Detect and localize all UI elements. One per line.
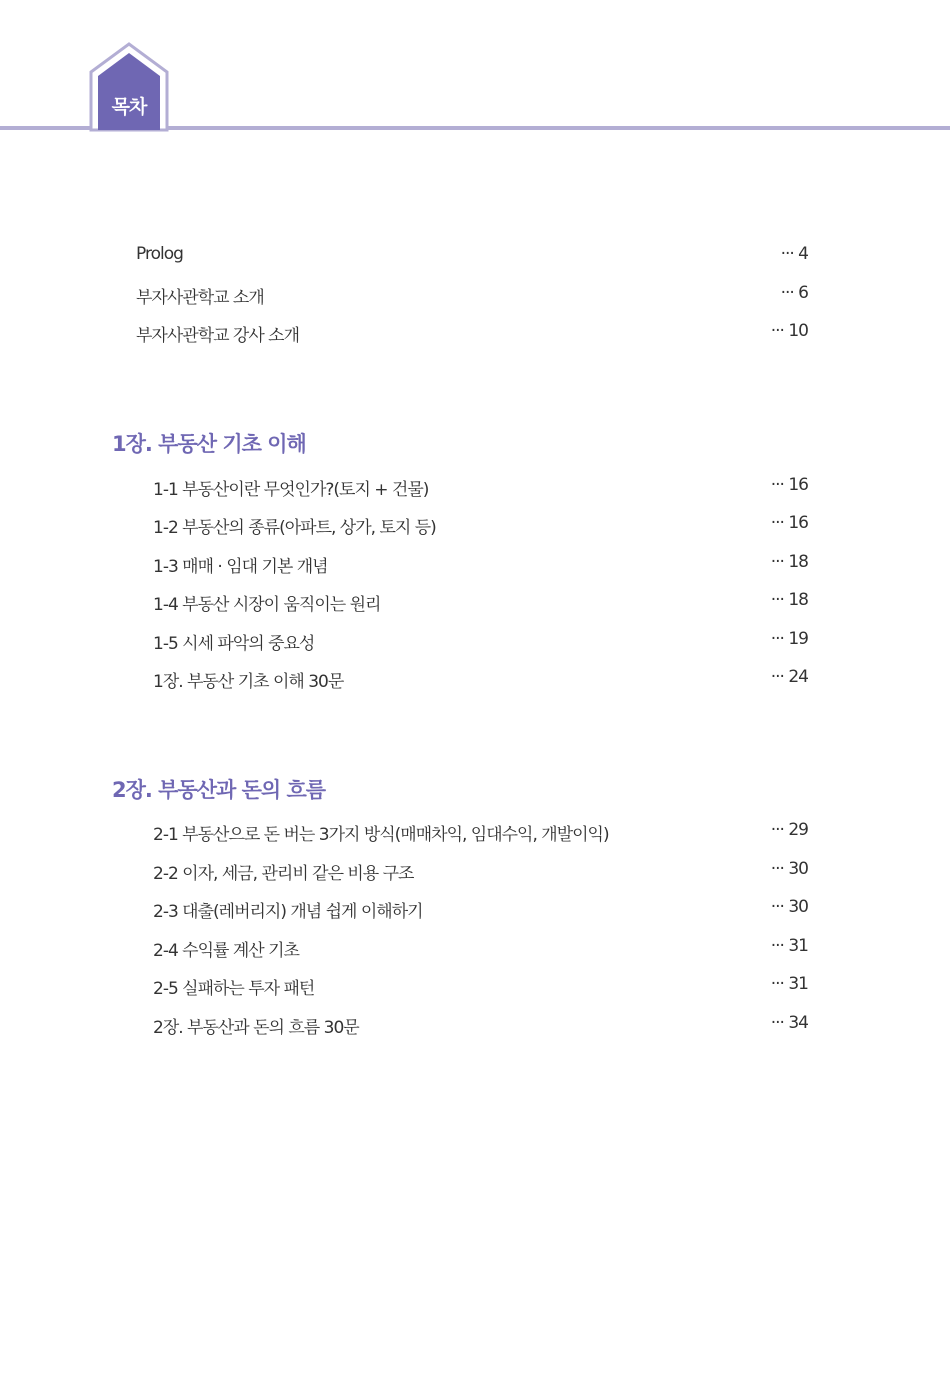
toc-entry-page: ··· 31 [770, 974, 808, 994]
toc-entry-page: ··· 16 [770, 513, 808, 533]
toc-entry-page: ··· 6 [780, 283, 808, 303]
toc-entry-title: 부자사관학교 강사 소개 [136, 326, 300, 346]
toc-entry-page: ··· 18 [770, 590, 808, 610]
toc-entry-1-4[interactable] [0, 590, 950, 616]
chapter-2-heading[interactable]: 2장. 부동산과 돈의 흐름 [112, 778, 326, 802]
toc-entry-title: Prolog [136, 244, 183, 264]
toc-entry-title: 2-1 부동산으로 돈 버는 3가지 방식(매매차익, 임대수익, 개발이익) [153, 825, 609, 845]
toc-entry-2-4[interactable] [0, 936, 950, 962]
toc-entry-1-2[interactable] [0, 513, 950, 539]
toc-entry-title: 1장. 부동산 기초 이해 30문 [153, 672, 344, 692]
toc-entry-1-3[interactable] [0, 552, 950, 578]
toc-entry-page: ··· 19 [770, 629, 808, 649]
toc-entry-page: ··· 16 [770, 475, 808, 495]
toc-entry-page: ··· 30 [770, 859, 808, 879]
toc-entry-title: 2-2 이자, 세금, 관리비 같은 비용 구조 [153, 864, 414, 884]
toc-entry-page: ··· 10 [770, 321, 808, 341]
toc-entry-prolog[interactable] [0, 244, 950, 270]
toc-entry-page: ··· 30 [770, 897, 808, 917]
toc-entry-2-5[interactable] [0, 974, 950, 1000]
toc-entry-title: 부자사관학교 소개 [136, 288, 264, 308]
toc-entry-page: ··· 24 [770, 667, 808, 687]
toc-entry-page: ··· 31 [770, 936, 808, 956]
toc-entry-school-intro[interactable] [0, 283, 950, 309]
toc-entry-page: ··· 34 [770, 1013, 808, 1033]
toc-entry-title: 2-3 대출(레버리지) 개념 쉽게 이해하기 [153, 902, 423, 922]
toc-entry-2-1[interactable] [0, 820, 950, 846]
toc-entry-title: 2-4 수익률 계산 기초 [153, 941, 299, 961]
chapter-1-heading[interactable]: 1장. 부동산 기초 이해 [112, 432, 306, 456]
toc-entry-title: 1-4 부동산 시장이 움직이는 원리 [153, 595, 381, 615]
toc-entry-title: 1-2 부동산의 종류(아파트, 상가, 토지 등) [153, 518, 436, 538]
toc-entry-page: ··· 4 [780, 244, 808, 264]
toc-entry-2-quiz[interactable] [0, 1013, 950, 1039]
toc-entry-title: 1-1 부동산이란 무엇인가?(토지 + 건물) [153, 480, 429, 500]
toc-entry-page: ··· 18 [770, 552, 808, 572]
toc-entry-1-5[interactable] [0, 629, 950, 655]
toc-entry-title: 1-5 시세 파악의 중요성 [153, 634, 315, 654]
toc-entry-1-quiz[interactable] [0, 667, 950, 693]
toc-entry-title: 2장. 부동산과 돈의 흐름 30문 [153, 1018, 359, 1038]
toc-entry-2-2[interactable] [0, 859, 950, 885]
toc-entry-1-1[interactable] [0, 475, 950, 501]
toc-entry-page: ··· 29 [770, 820, 808, 840]
toc-badge-label: 목차 [111, 96, 147, 118]
toc-entry-instructor-intro[interactable] [0, 321, 950, 347]
toc-entry-title: 1-3 매매 · 임대 기본 개념 [153, 557, 328, 577]
toc-entry-title: 2-5 실패하는 투자 패턴 [153, 979, 315, 999]
toc-entry-2-3[interactable] [0, 897, 950, 923]
